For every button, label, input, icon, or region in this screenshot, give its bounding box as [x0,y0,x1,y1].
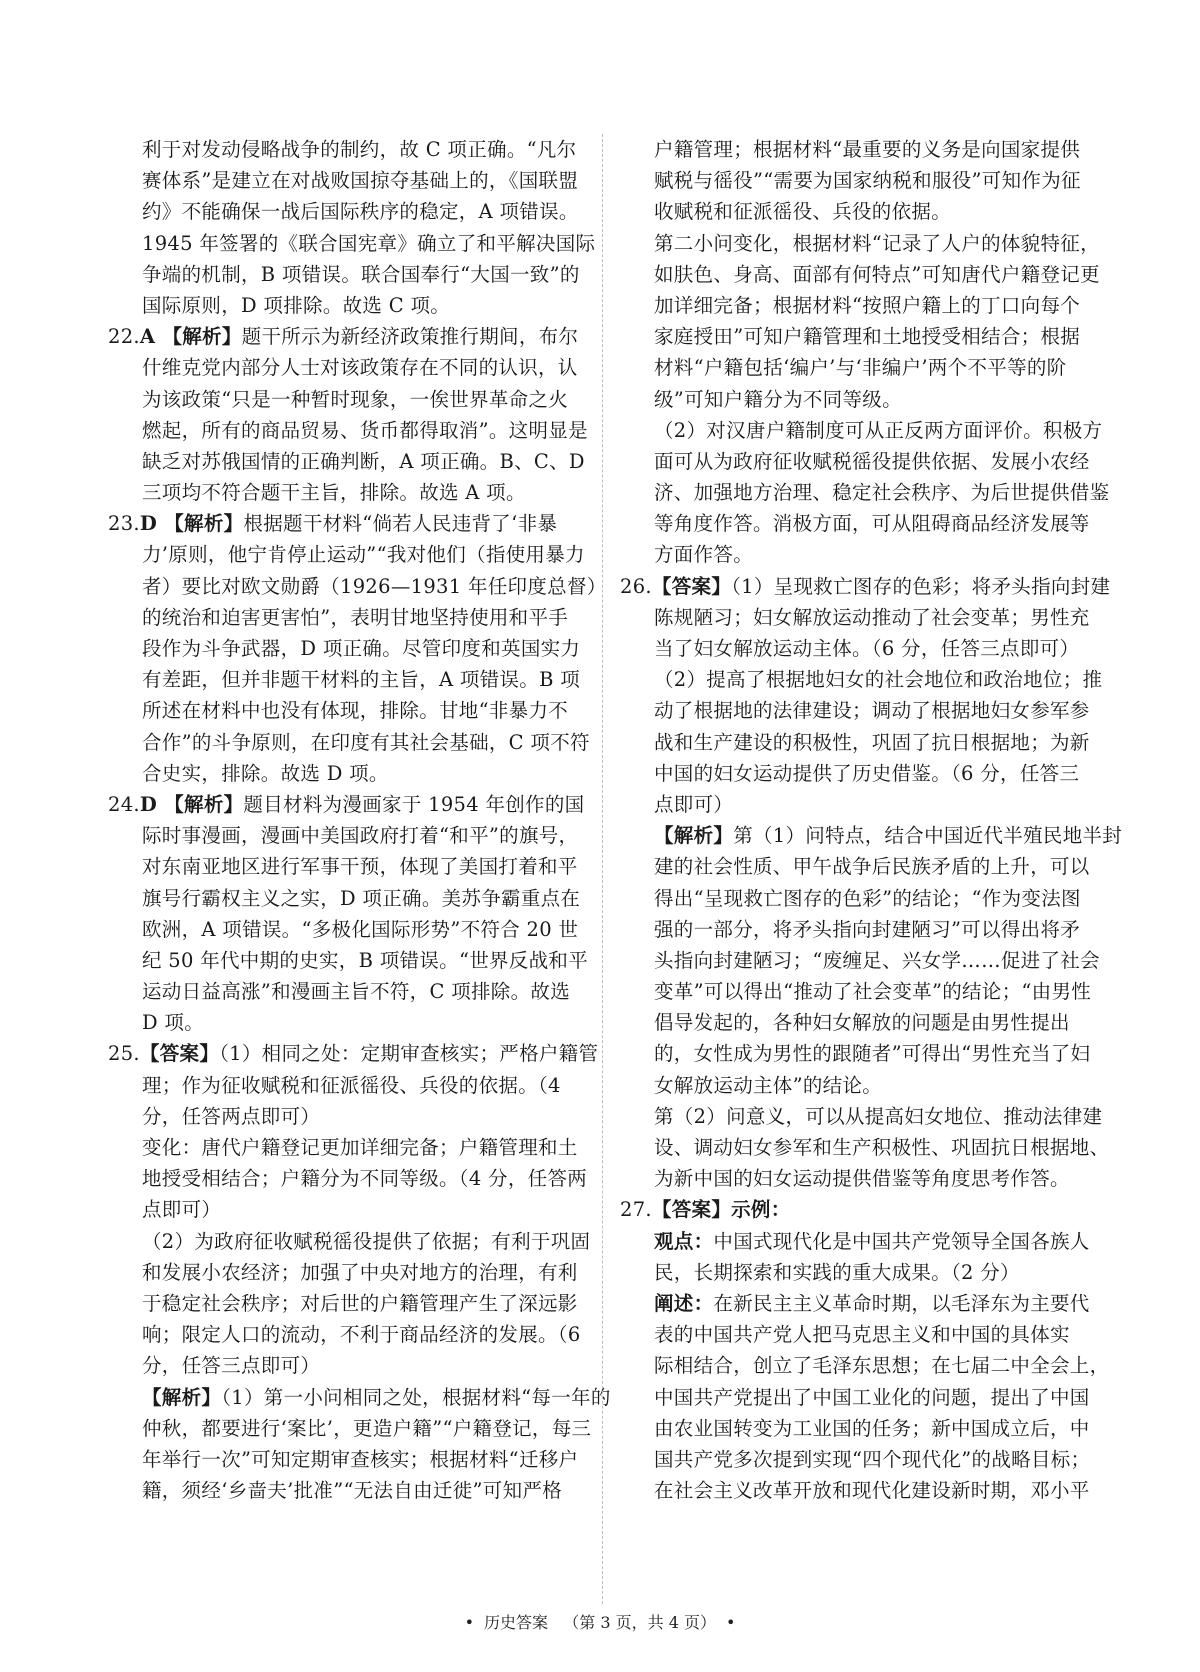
text-line [108,633,590,664]
text-line [620,914,1100,945]
footer-subject: 历史答案 [484,1613,549,1632]
line-text: 为新中国的妇女运动提供借鉴等角度思考作答。 [654,1167,1070,1191]
text-line [620,976,1100,1007]
text-line [620,1007,1100,1038]
text-line [108,851,590,882]
text-line [108,228,596,259]
text-line [108,539,590,570]
text-line [620,1382,1100,1413]
line-text: 第二小问变化，根据材料“记录了人户的体貌特征， [654,231,1100,255]
line-text: 家庭授田”可知户籍管理和土地授受相结合；根据 [654,325,1081,349]
line-text: （2）对汉唐户籍制度可从正反两方面评价。积极方 [654,418,1103,442]
text-line [620,134,1100,165]
right-column [620,134,1123,1506]
line-text: 题干所示为新经济政策推行期间，布尔 [241,325,579,349]
text-line [620,1319,1100,1350]
text-line [620,1257,1100,1288]
text-line [108,695,590,726]
line-text: 赛体系”是建立在对战败国掠夺基础上的，《国联盟 [142,169,579,193]
line-text: 所述在材料中也没有体现，排除。甘地“非暴力不 [142,699,569,723]
line-text: 材料“户籍包括‘编户’与‘非编户’两个不平等的阶 [654,356,1067,380]
text-line [620,1101,1103,1132]
line-text: 争端的机制，B 项错误。联合国奉行“大国一致”的 [142,262,580,286]
text-line [108,508,590,539]
text-line [108,415,590,446]
line-text: 中国共产党提出了中国工业化的问题，提出了中国 [654,1385,1090,1409]
line-text: 女解放运动主体”的结论。 [654,1073,883,1097]
text-line [620,384,1100,415]
text-line [108,446,590,477]
line-text: 为该政策“只是一种暂时现象，一俟世界革命之火 [142,387,569,411]
line-text: 中国式现代化是中国共产党领导全国各族人 [713,1229,1090,1253]
text-line [108,477,590,508]
line-text: 方面作答。 [654,543,754,567]
text-line [620,1194,1100,1225]
text-line [108,259,590,290]
text-line [620,1350,1110,1381]
line-text: 纪 50 年代中期的史实，B 项错误。“世界反战和平 [142,948,589,972]
line-text: 头指向封建陋习；“废缠足、兴女学……促进了社会 [654,948,1100,972]
text-line [108,571,607,602]
text-line [620,664,1103,695]
line-text: 等角度作答。消极方面，可从阻碍商品经济发展等 [654,512,1090,536]
line-text: 国际原则，D 项排除。故选 C 项。 [142,293,451,317]
text-line [108,945,590,976]
line-text: 和发展小农经济；加强了中央对地方的治理，有利 [142,1260,578,1284]
line-text: 表的中国共产党人把马克思主义和中国的具体实 [654,1323,1070,1347]
line-text: 年举行一次”可知定期审查核实；根据材料“迁移户 [142,1447,579,1471]
text-line [620,352,1100,383]
text-line [620,1038,1100,1069]
line-text: 得出“呈现救亡图存的色彩”的结论；“作为变法图 [654,886,1081,910]
line-text: 第（2）问意义，可以从提高妇女地位、推动法律建 [654,1104,1103,1128]
text-line [108,602,590,633]
line-text: 际相结合，创立了毛泽东思想；在七届二中全会上， [654,1354,1110,1378]
question-number: 25. [108,1042,140,1066]
text-line [620,259,1100,290]
text-line [620,1163,1100,1194]
line-text: 如肤色、身高、面部有何特点”可知唐代户籍登记更 [654,262,1100,286]
line-text: 地授受相结合；户籍分为不同等级。（4 分，任答两 [142,1167,588,1191]
text-line [620,290,1100,321]
text-line [620,1132,1110,1163]
text-line [108,1163,590,1194]
text-line [108,1475,590,1506]
line-text: 第（1）问特点，结合中国近代半殖民地半封 [733,824,1123,848]
line-text: 段作为斗争武器，D 项正确。尽管印度和英国实力 [142,637,581,660]
answer-tag: 观点： [654,1229,714,1253]
answer-tag: 阐述： [654,1291,714,1315]
line-text: 中国的妇女运动提供了历史借鉴。（6 分，任答三 [654,761,1080,785]
line-text: 户籍管理；根据材料“最重要的义务是向国家提供 [654,138,1081,161]
text-line [620,1070,1100,1101]
text-line [108,1101,590,1132]
answer-tag: 【答案】 [651,574,732,598]
text-line [108,134,590,165]
line-text: 合史实，排除。故选 D 项。 [142,761,389,785]
line-text: 动了根据地的法律建设；调动了根据地妇女参军参 [654,699,1090,723]
text-line [108,384,590,415]
line-text: 三项均不符合题干主旨，排除。故选 A 项。 [142,481,526,505]
text-line [108,727,590,758]
line-text: （2）提高了根据地妇女的社会地位和政治地位；推 [654,668,1103,692]
line-text: （1）第一小问相同之处，根据材料“每一年的 [221,1385,611,1409]
text-line [620,602,1100,633]
text-line [620,1413,1100,1444]
line-text: 1945 年签署的《联合国宪章》确立了和平解决国际 [142,231,596,255]
text-line [108,1070,590,1101]
answer-tag: A 【解析】 [139,325,242,349]
line-text: 欧洲，A 项错误。“多极化国际形势”不符合 20 世 [142,917,579,941]
line-text: 分，任答三点即可） [142,1354,321,1378]
line-text: 级”可知户籍分为不同等级。 [654,387,902,411]
text-line [620,1288,1100,1319]
question-number: 27. [620,1198,652,1222]
text-line [620,758,1100,789]
text-line [108,1444,590,1475]
answer-tag: D 【解析】 [139,512,244,536]
text-line [108,1132,590,1163]
line-text: 于稳定社会秩序；对后世的户籍管理产生了深远影 [142,1291,578,1315]
line-text: （2）为政府征收赋税徭役提供了依据；有利于巩固 [142,1229,591,1253]
line-text: 变革”可以得出“推动了社会变革”的结论；“由男性 [654,980,1092,1004]
question-number: 26. [620,574,652,598]
text-line [108,1288,590,1319]
text-line [620,789,1100,820]
line-text: 有差距，但并非题干材料的主旨，A 项错误。B 项 [142,668,581,692]
text-line [620,228,1100,259]
footer-page-info: （第 3 页，共 4 页） [563,1613,716,1632]
line-text: （1）呈现救亡图存的色彩；将矛头指向封建 [731,574,1111,598]
line-text: 缺乏对苏俄国情的正确判断，A 项正确。B、C、D [142,449,585,473]
text-line [108,664,590,695]
line-text: 力’原则，他宁肯停止运动”“我对他们（指使用暴力 [142,543,585,567]
text-line [108,290,590,321]
line-text: 战和生产建设的积极性，巩固了抗日根据地；为新 [654,730,1090,754]
line-text: 根据题干材料“倘若人民违背了‘非暴 [243,512,558,536]
line-text: 加详细完备；根据材料“按照户籍上的丁口向每个 [654,293,1081,317]
line-text: 者）要比对欧文勋爵（1926—1931 年任印度总督） [142,574,607,598]
line-text: 仲秋，都要进行‘案比’，更造户籍”“户籍登记，每三 [142,1416,592,1440]
text-line [620,633,1100,664]
line-text: 际时事漫画，漫画中美国政府打着“和平”的旗号， [142,824,579,848]
line-text: 响；限定人口的流动，不利于商品经济的发展。（6 [142,1323,581,1347]
line-text: 分，任答两点即可） [142,1104,321,1128]
text-line [108,1226,590,1257]
text-line [620,883,1100,914]
line-text: 当了妇女解放运动主体。（6 分，任答三点即可） [654,637,1080,660]
line-text: 在社会主义改革开放和现代化建设新时期，邓小平 [654,1479,1090,1503]
line-text: 倡导发起的，各种妇女解放的问题是由男性提出 [654,1011,1070,1035]
answer-tag: 【答案】 [139,1042,220,1066]
text-line [620,727,1100,758]
left-column [108,134,611,1506]
footer-bullet-right: • [726,1613,736,1632]
line-text: 强的一部分，将矛头指向封建陋习”可以得出将矛 [654,917,1081,941]
line-text: 理；作为征收赋税和征派徭役、兵役的依据。（4 [142,1073,561,1097]
text-line [620,945,1100,976]
text-line [108,758,590,789]
text-line [108,914,590,945]
text-line [108,196,590,227]
line-text: 的统治和迫害更害怕”，表明甘地坚持使用和平手 [142,605,569,629]
line-text: 旗号行霸权主义之实，D 项正确。美苏争霸重点在 [142,886,581,910]
text-line [620,321,1100,352]
answer-tag: 【解析】 [654,824,734,848]
answer-tag: 【解析】 [142,1385,222,1409]
line-text: （1）相同之处：定期审查核实；严格户籍管 [219,1042,599,1066]
line-text: 面可从为政府征收赋税徭役提供依据、发展小农经 [654,449,1090,473]
text-line [620,820,1123,851]
line-text: 收赋税和征派徭役、兵役的依据。 [654,200,952,224]
line-text: 的，女性成为男性的跟随者”可得出“男性充当了妇 [654,1042,1091,1066]
text-line [620,851,1100,882]
text-line [108,1413,590,1444]
text-line [108,883,590,914]
text-line [108,1257,590,1288]
line-text: 合作”的斗争原则，在印度有其社会基础，C 项不符 [142,730,590,754]
line-text: 运动日益高涨”和漫画主旨不符，C 项排除。故选 [142,980,570,1004]
line-text: 建的社会性质、甲午战争后民族矛盾的上升，可以 [654,855,1090,879]
text-line [108,1007,590,1038]
text-line [620,415,1103,446]
line-text: 赋税与徭役”“需要为国家纳税和服役”可知作为征 [654,169,1081,193]
text-line [108,165,590,196]
footer-bullet-left: • [464,1613,474,1632]
text-line [620,446,1100,477]
text-line [108,820,590,851]
answer-tag: D 【解析】 [139,792,244,816]
text-line [620,1475,1100,1506]
line-text: 燃起，所有的商品贸易、货币都得取消”。这明显是 [142,418,588,442]
text-line [108,352,590,383]
text-line [620,1226,1100,1257]
column-divider [602,134,603,1604]
line-text: 变化：唐代户籍登记更加详细完备；户籍管理和土 [142,1136,578,1159]
line-text: 民，长期探索和实践的重大成果。（2 分） [654,1260,1020,1284]
text-line [620,571,1111,602]
line-text: 对东南亚地区进行军事干预，体现了美国打着和平 [142,855,578,879]
text-line [108,976,590,1007]
line-text: 点即可） [654,792,734,816]
line-text: 约》不能确保一战后国际秩序的稳定，A 项错误。 [142,200,579,224]
text-line [620,539,1100,570]
question-number: 24. [108,792,140,816]
line-text: 在新民主主义革命时期，以毛泽东为主要代 [713,1291,1090,1315]
answer-tag: 【答案】示例： [651,1198,791,1222]
line-text: 设、调动妇女参军和生产积极性、巩固抗日根据地、 [654,1136,1110,1159]
text-line [620,165,1100,196]
text-line [620,1444,1100,1475]
line-text: 籍，须经‘乡啬夫’批准”“无法自由迁徙”可知严格 [142,1479,563,1503]
question-number: 22. [108,325,140,349]
text-line [108,1382,611,1413]
question-number: 23. [108,512,140,536]
text-line [108,1350,590,1381]
line-text: 点即可） [142,1198,222,1222]
text-line [108,1038,599,1069]
text-line [108,1319,590,1350]
line-text: 利于对发动侵略战争的制约，故 C 项正确。“凡尔 [142,138,577,161]
text-line [108,789,590,820]
text-line [620,196,1100,227]
text-line [108,321,590,352]
page-footer [0,1610,1200,1633]
line-text: 国共产党多次提到实现“四个现代化”的战略目标； [654,1447,1091,1471]
line-text: 陈规陋习；妇女解放运动推动了社会变革；男性充 [654,605,1090,629]
text-line [620,508,1100,539]
line-text: D 项。 [142,1011,205,1035]
text-line [108,1194,590,1225]
line-text: 题目材料为漫画家于 1954 年创作的国 [243,792,585,816]
line-text: 由农业国转变为工业国的任务；新中国成立后，中 [654,1416,1090,1440]
text-line [620,477,1110,508]
line-text: 济、加强地方治理、稳定社会秩序、为后世提供借鉴 [654,481,1110,505]
text-line [620,695,1100,726]
line-text: 什维克党内部分人士对该政策存在不同的认识，认 [142,356,578,380]
